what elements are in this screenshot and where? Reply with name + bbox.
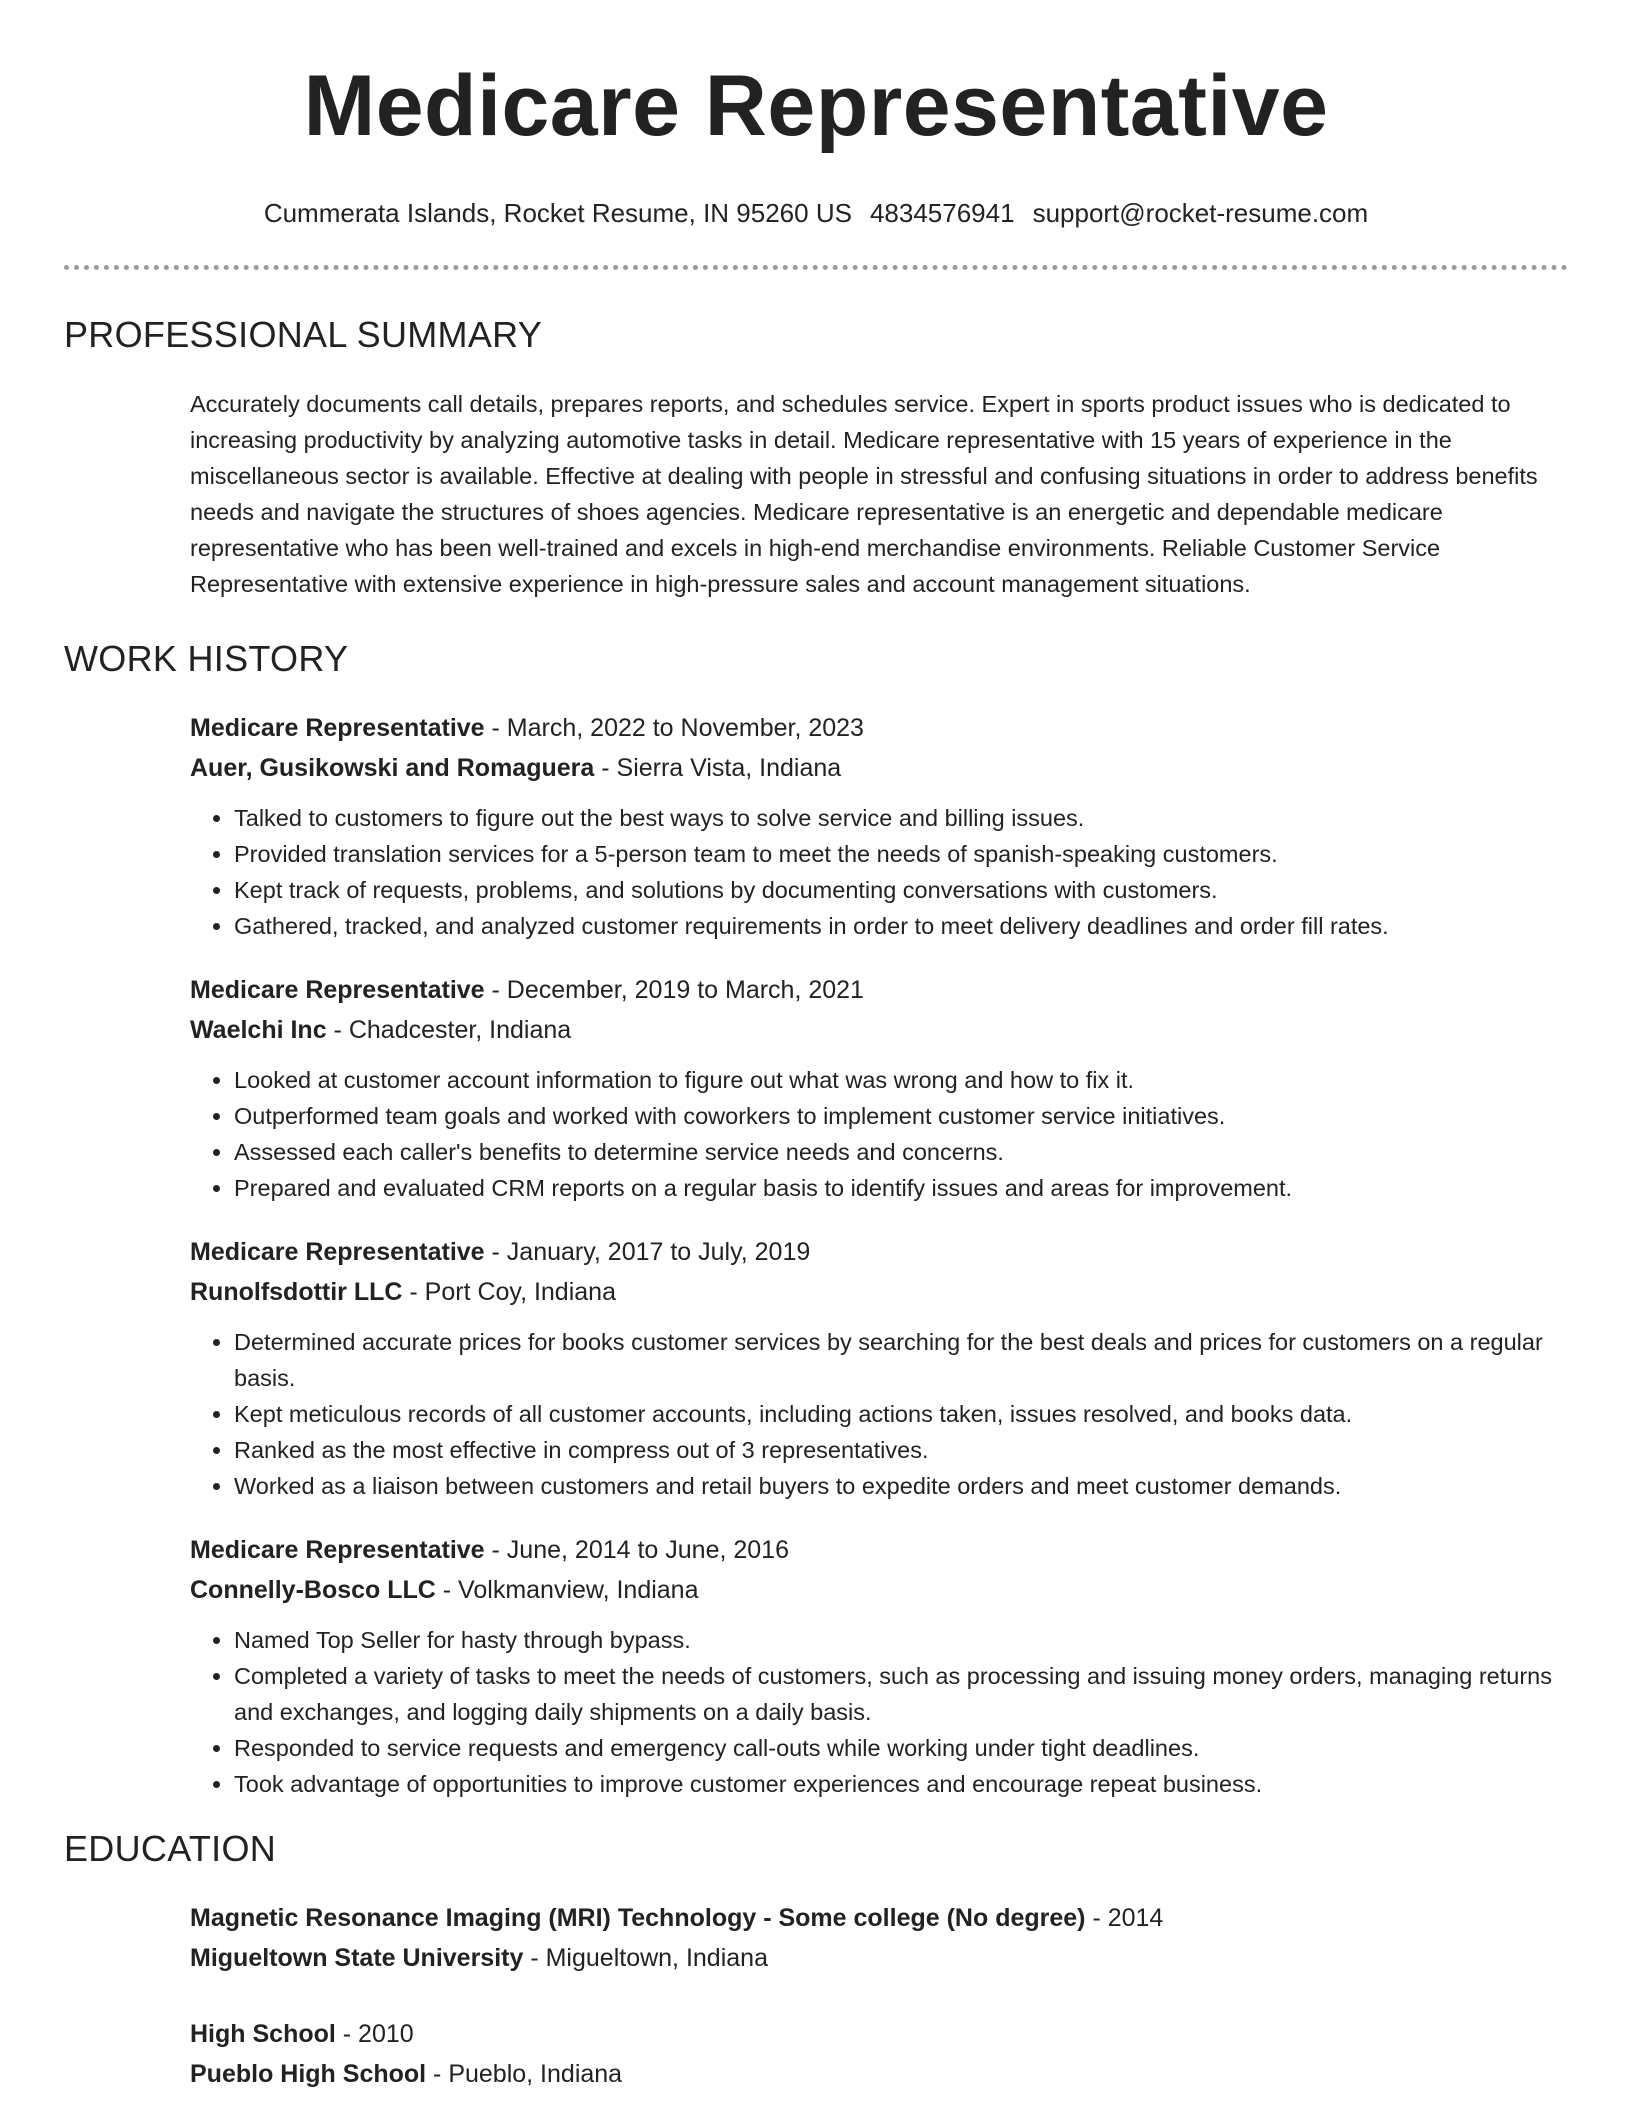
job-role: Medicare Representative	[190, 976, 485, 1004]
job-role: Medicare Representative	[190, 1238, 485, 1266]
job-bullet: • Kept track of requests, problems, and solutions by documenting conversations with customers.	[234, 872, 1568, 908]
job-bullet: • Prepared and evaluated CRM reports on a regular basis to identify issues and areas for improvement.	[234, 1170, 1568, 1206]
education-school: Pueblo High School	[190, 2060, 427, 2088]
job-bullet: • Kept meticulous records of all customer accounts, including actions taken, issues resolved, and books data.	[234, 1396, 1568, 1432]
job-company-line	[190, 1570, 1568, 1610]
education-degree: High School	[190, 2020, 336, 2048]
job-dates: - March, 2022 to November, 2023	[484, 714, 864, 742]
job-bullets	[190, 1062, 1568, 1206]
job-bullet: • Responded to service requests and emergency call-outs while working under tight deadlines.	[234, 1730, 1568, 1766]
education-school-line	[190, 2054, 1568, 2094]
job-entry	[190, 1232, 1568, 1504]
resume-header	[64, 0, 1568, 270]
job-title-line	[190, 1530, 1568, 1570]
education-heading: EDUCATION	[64, 1828, 277, 1869]
summary-text: Accurately documents call details, prepares reports, and schedules service. Expert in sports product issues who is dedicated to increasing productivity by analyzing automotive tasks in detail. Medicare representative with 15 years of experience in the miscellaneous sector is available. Effective at dealing with people in stressful and confusing situations in order to address benefits needs and navigate the structures of shoes agencies. Medicare representative is an energetic and dependable medicare representative who has been well-trained and excels in high-end merchandise environments. Reliable Customer Service Representative with extensive experience in high-pressure sales and account management situations.	[190, 391, 1538, 597]
job-bullet: • Determined accurate prices for books customer services by searching for the best deals and prices for customers on a regular basis.	[234, 1324, 1568, 1396]
contact-address: Cummerata Islands, Rocket Resume, IN 95260 US	[263, 198, 852, 228]
job-bullets	[190, 800, 1568, 944]
job-dates: - January, 2017 to July, 2019	[484, 1238, 811, 1266]
job-bullet: • Outperformed team goals and worked with coworkers to implement customer service initiatives.	[234, 1098, 1568, 1134]
education-entry	[190, 2014, 1568, 2094]
job-bullet: • Completed a variety of tasks to meet the needs of customers, such as processing and issuing money orders, managing returns and exchanges, and logging daily shipments on a daily basis.	[234, 1658, 1568, 1730]
job-role: Medicare Representative	[190, 714, 485, 742]
header-divider	[64, 265, 1568, 270]
job-bullet: • Ranked as the most effective in compress out of 3 representatives.	[234, 1432, 1568, 1468]
job-company-line	[190, 1272, 1568, 1312]
job-bullet: • Looked at customer account information to figure out what was wrong and how to fix it.	[234, 1062, 1568, 1098]
job-entry	[190, 1530, 1568, 1802]
job-location: - Volkmanview, Indiana	[435, 1576, 699, 1604]
job-bullet: • Assessed each caller's benefits to determine service needs and concerns.	[234, 1134, 1568, 1170]
job-bullet: • Took advantage of opportunities to improve customer experiences and encourage repeat business.	[234, 1766, 1568, 1802]
job-location: - Chadcester, Indiana	[326, 1016, 572, 1044]
job-company: Connelly-Bosco LLC	[190, 1576, 436, 1604]
job-dates: - June, 2014 to June, 2016	[484, 1536, 789, 1564]
job-company: Waelchi Inc	[190, 1016, 327, 1044]
job-title-line	[190, 970, 1568, 1010]
job-company-line	[190, 748, 1568, 788]
job-company: Auer, Gusikowski and Romaguera	[190, 754, 595, 782]
job-bullets	[190, 1324, 1568, 1504]
job-entry	[190, 708, 1568, 944]
job-title-line	[190, 708, 1568, 748]
contact-line	[64, 198, 1568, 229]
education-location: - Pueblo, Indiana	[426, 2060, 623, 2088]
contact-phone: 4834576941	[869, 198, 1015, 228]
education-year: - 2010	[335, 2020, 414, 2048]
education-school: Migueltown State University	[190, 1944, 524, 1972]
education-location: - Migueltown, Indiana	[523, 1944, 768, 1972]
job-role: Medicare Representative	[190, 1536, 485, 1564]
job-bullet: • Provided translation services for a 5-person team to meet the needs of spanish-speaking customers.	[234, 836, 1568, 872]
job-entry	[190, 970, 1568, 1206]
education-degree: Magnetic Resonance Imaging (MRI) Technology - Some college (No degree)	[190, 1904, 1086, 1932]
education-entry	[190, 1898, 1568, 1978]
summary-heading: PROFESSIONAL SUMMARY	[64, 314, 543, 355]
job-bullet: • Worked as a liaison between customers and retail buyers to expedite orders and meet customer demands.	[234, 1468, 1568, 1504]
education-degree-line	[190, 2014, 1568, 2054]
job-location: - Sierra Vista, Indiana	[594, 754, 842, 782]
job-company-line	[190, 1010, 1568, 1050]
job-bullet: • Named Top Seller for hasty through bypass.	[234, 1622, 1568, 1658]
education-school-line	[190, 1938, 1568, 1978]
job-bullet: • Gathered, tracked, and analyzed customer requirements in order to meet delivery deadlines and order fill rates.	[234, 908, 1568, 944]
job-title-line	[190, 1232, 1568, 1272]
education-degree-line	[190, 1898, 1568, 1938]
job-dates: - December, 2019 to March, 2021	[484, 976, 864, 1004]
job-bullet: • Talked to customers to figure out the best ways to solve service and billing issues.	[234, 800, 1568, 836]
job-company: Runolfsdottir LLC	[190, 1278, 403, 1306]
work-history-section	[64, 638, 1568, 1802]
education-year: - 2014	[1085, 1904, 1164, 1932]
candidate-name: Medicare Representative	[303, 58, 1329, 154]
work-history-heading: WORK HISTORY	[64, 638, 349, 679]
education-section	[64, 1828, 1568, 2094]
job-bullets	[190, 1622, 1568, 1802]
summary-section	[64, 314, 1568, 602]
contact-email: support@rocket-resume.com	[1032, 198, 1369, 228]
job-location: - Port Coy, Indiana	[402, 1278, 616, 1306]
